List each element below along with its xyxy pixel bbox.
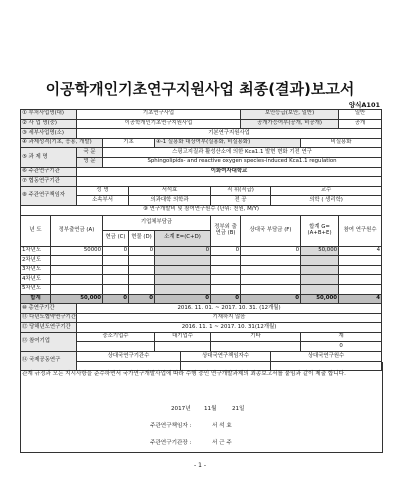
publicity-label: 공개가능여부(공개, 비공개) bbox=[241, 119, 339, 129]
sum-partner-fund: 0 bbox=[241, 294, 301, 304]
total-fund-cell bbox=[301, 265, 339, 275]
document-title: 이공학개인기초연구지원사업 최종(결과)보고서 bbox=[45, 80, 355, 98]
in-kind-cell: 0 bbox=[129, 246, 155, 256]
in-kind-cell bbox=[129, 265, 155, 275]
other-count-value bbox=[211, 342, 301, 352]
table-row bbox=[21, 284, 382, 294]
pi-name-label: 성 명 bbox=[77, 186, 129, 196]
row-lead-institution bbox=[21, 167, 382, 177]
row-cooperating-institution bbox=[21, 177, 382, 187]
lead-institution-label: ⑥ 주관연구기관 bbox=[21, 167, 77, 177]
sum-label: 합계 bbox=[21, 294, 51, 304]
sme-count-header: 중소기업수 bbox=[77, 332, 155, 342]
row-total-period bbox=[21, 304, 382, 314]
row-multiyear-period bbox=[21, 313, 382, 323]
other-fund-cell bbox=[211, 265, 241, 275]
researcher-count-cell bbox=[339, 275, 382, 285]
sum-in-kind: 0 bbox=[129, 294, 155, 304]
sum-corp-subtotal: 0 bbox=[155, 294, 211, 304]
large-company-count-header: 대기업수 bbox=[155, 332, 211, 342]
pi-position-label: 직 위(직급) bbox=[211, 186, 271, 196]
total-period-label: ⑩ 총연구기간 bbox=[21, 304, 77, 314]
program-name-label: ② 사 업 명(중) bbox=[21, 119, 77, 129]
year-header: 년 도 bbox=[21, 215, 51, 246]
korean-title-value: 스핑고지질과 활성산소에 의한 Kca1.1 발현 변화 기전 연구 bbox=[103, 148, 382, 158]
sum-total-fund: 50,000 bbox=[301, 294, 339, 304]
sum-other-fund: 0 bbox=[211, 294, 241, 304]
cash-cell bbox=[103, 265, 129, 275]
partner-institution-count-header: 상대국연구기관수 bbox=[77, 352, 181, 362]
table-row bbox=[21, 246, 382, 256]
pi-name-value: 서석효 bbox=[129, 186, 211, 196]
total-fund-header: 합계 G=(A+B+E) bbox=[301, 215, 339, 246]
large-company-count-value bbox=[155, 342, 211, 352]
corp-subtotal-cell bbox=[155, 265, 211, 275]
row-budget-title bbox=[21, 205, 382, 215]
corp-subtotal-cell bbox=[155, 284, 211, 294]
corp-subtotal-cell bbox=[155, 256, 211, 266]
practical-use-label: ④-1 실용화 대상여부(실용화, 비실용화) bbox=[155, 138, 301, 148]
in-kind-cell bbox=[129, 256, 155, 266]
table-row bbox=[21, 256, 382, 266]
sme-count-value bbox=[77, 342, 155, 352]
cash-cell bbox=[103, 284, 129, 294]
project-nature-value: 기초 bbox=[103, 138, 155, 148]
budget-title: ⑨ 연구개발비 및 참여연구원수 (단위: 천원, M/Y) bbox=[21, 205, 382, 215]
date-day: 21일 bbox=[232, 406, 245, 412]
subprogram-value: 기본연구지원사업 bbox=[77, 129, 382, 139]
corp-fund-header: 기업체부담금 bbox=[103, 215, 211, 231]
in-kind-header: 현물 (D) bbox=[129, 231, 155, 247]
sum-researcher-count: 4 bbox=[339, 294, 382, 304]
year-cell: 2차년도 bbox=[21, 256, 51, 266]
table-row bbox=[21, 275, 382, 285]
pi-label: ⑧ 주관연구책임자 bbox=[21, 186, 77, 205]
ministry-program-value: 기초연구사업 bbox=[77, 110, 241, 120]
security-level-label: 보안등급(보안, 일반) bbox=[241, 110, 339, 120]
row-budget-header-1 bbox=[21, 215, 382, 231]
row-pi-name bbox=[21, 186, 382, 196]
sum-gov-fund: 50,000 bbox=[51, 294, 103, 304]
gov-fund-cell bbox=[51, 256, 103, 266]
other-fund-cell: 0 bbox=[211, 246, 241, 256]
researcher-count-cell bbox=[339, 284, 382, 294]
row-program-name bbox=[21, 119, 382, 129]
ministry-program-label: ① 부처사업명(대) bbox=[21, 110, 77, 120]
current-period-label: ⑫ 당해년도연구기간 bbox=[21, 323, 77, 333]
intl-research-label: ⑭ 국제공동연구 bbox=[21, 352, 77, 371]
lead-institution-value: 이화여자대학교 bbox=[77, 167, 382, 177]
english-title-value: Sphingolipids- and reactive oxygen species-induced Kca1.1 regulation bbox=[103, 157, 382, 167]
researcher-count-header: 참여 연구원수 bbox=[339, 215, 382, 246]
form-code: 양식A101 bbox=[348, 101, 380, 109]
partner-fund-header: 상대국 부담금 (F) bbox=[241, 215, 301, 246]
other-fund-cell bbox=[211, 284, 241, 294]
cooperating-institution-label: ⑦ 협동연구기관 bbox=[21, 177, 77, 187]
partner-fund-cell: 0 bbox=[241, 246, 301, 256]
gov-fund-cell bbox=[51, 265, 103, 275]
gov-fund-header: 정부출연금 (A) bbox=[51, 215, 103, 246]
project-title-label: ⑤ 과 제 명 bbox=[21, 148, 77, 167]
project-nature-label: ④ 과제성격(기초, 응용, 개발) bbox=[21, 138, 103, 148]
page-number: - 1 - bbox=[194, 462, 206, 469]
year-cell: 4차년도 bbox=[21, 275, 51, 285]
multiyear-period-value: 기재하지 않음 bbox=[77, 313, 382, 323]
total-fund-cell: 50,000 bbox=[301, 246, 339, 256]
gov-fund-cell bbox=[51, 284, 103, 294]
researcher-count-cell bbox=[339, 265, 382, 275]
practical-use-value: 비실용화 bbox=[301, 138, 382, 148]
cash-cell bbox=[103, 275, 129, 285]
total-fund-cell bbox=[301, 275, 339, 285]
researcher-count-cell: 4 bbox=[339, 246, 382, 256]
row-project-nature bbox=[21, 138, 382, 148]
year-cell: 5차년도 bbox=[21, 284, 51, 294]
sum-row bbox=[21, 294, 382, 304]
pi-major-label: 전 공 bbox=[211, 196, 271, 206]
row-subprogram bbox=[21, 129, 382, 139]
cooperating-institution-value bbox=[77, 177, 382, 187]
partner-fund-cell bbox=[241, 275, 301, 285]
cash-cell: 0 bbox=[103, 246, 129, 256]
gov-fund-cell: 50000 bbox=[51, 246, 103, 256]
row-current-period bbox=[21, 323, 382, 333]
in-kind-cell bbox=[129, 284, 155, 294]
year-cell: 3차년도 bbox=[21, 265, 51, 275]
pi-dept-label: 소속부서 bbox=[77, 196, 129, 206]
pi-dept-value: 의과대학 의학과 bbox=[129, 196, 211, 206]
gov-fund-cell bbox=[51, 275, 103, 285]
partner-pi-count-header: 상대국연구책임자수 bbox=[181, 352, 271, 362]
submission-notice: 관계 규정과 모든 지시사항을 준수하면서 국가연구개발사업에 따라 수행 중인 연구개발과제의 최종보고서를 붙임과 같이 제출 합니다. bbox=[22, 371, 346, 377]
current-period-value: 2016. 11. 1 ~ 2017. 10. 31(12개월) bbox=[77, 323, 382, 333]
corp-subtotal-cell: 0 bbox=[155, 246, 211, 256]
row-participating-companies-header bbox=[21, 332, 382, 342]
security-level-value: 일반 bbox=[339, 110, 382, 120]
cash-header: 현금 (C) bbox=[103, 231, 129, 247]
partner-researcher-count-header: 상대국연구원수 bbox=[271, 352, 382, 362]
english-title-label: 영 문 bbox=[77, 157, 103, 167]
other-fund-cell bbox=[211, 275, 241, 285]
other-fund-cell bbox=[211, 256, 241, 266]
row-project-title-kr bbox=[21, 148, 382, 158]
institution-head-label: 주관연구기관장 : bbox=[150, 440, 192, 446]
in-kind-cell bbox=[129, 275, 155, 285]
corp-subtotal-header: 소계 E=(C+D) bbox=[155, 231, 211, 247]
publicity-value: 공개 bbox=[339, 119, 382, 129]
date-year: 2017년 bbox=[171, 406, 191, 412]
row-intl-research-header bbox=[21, 352, 382, 362]
total-fund-cell bbox=[301, 256, 339, 266]
participating-companies-label: ⑬ 참여기업 bbox=[21, 332, 77, 351]
pi-major-value: 의학 ( 생리학) bbox=[271, 196, 382, 206]
partner-fund-cell bbox=[241, 265, 301, 275]
multiyear-period-label: ⑪ 다년도협약연구기간 bbox=[21, 313, 77, 323]
sum-cash: 0 bbox=[103, 294, 129, 304]
program-name-value: 이공학개인기초연구지원사업 bbox=[77, 119, 241, 129]
cash-cell bbox=[103, 256, 129, 266]
pi-signature-label: 주관연구책임자 : bbox=[150, 423, 192, 429]
institution-head-name: 서 근 주 bbox=[212, 440, 232, 446]
other-count-header: 기타 bbox=[211, 332, 301, 342]
date-month: 11월 bbox=[204, 406, 217, 412]
total-fund-cell bbox=[301, 284, 339, 294]
researcher-count-cell bbox=[339, 256, 382, 266]
subprogram-label: ③ 세부사업명(소) bbox=[21, 129, 77, 139]
partner-fund-cell bbox=[241, 256, 301, 266]
pi-signature-name: 서 석 효 bbox=[212, 423, 232, 429]
row-ministry-program bbox=[21, 110, 382, 120]
corp-subtotal-cell bbox=[155, 275, 211, 285]
table-row bbox=[21, 265, 382, 275]
other-fund-header: 정부외 출연금 (B) bbox=[211, 215, 241, 246]
korean-title-label: 국 문 bbox=[77, 148, 103, 158]
partner-fund-cell bbox=[241, 284, 301, 294]
total-period-value: 2016. 11. 01. ~ 2017. 10. 31. (12개월) bbox=[77, 304, 382, 314]
company-total-value: 0 bbox=[301, 342, 382, 352]
company-total-header: 계 bbox=[301, 332, 382, 342]
report-info-table bbox=[20, 109, 382, 371]
year-cell: 1차년도 bbox=[21, 246, 51, 256]
pi-position-value: 교수 bbox=[271, 186, 382, 196]
